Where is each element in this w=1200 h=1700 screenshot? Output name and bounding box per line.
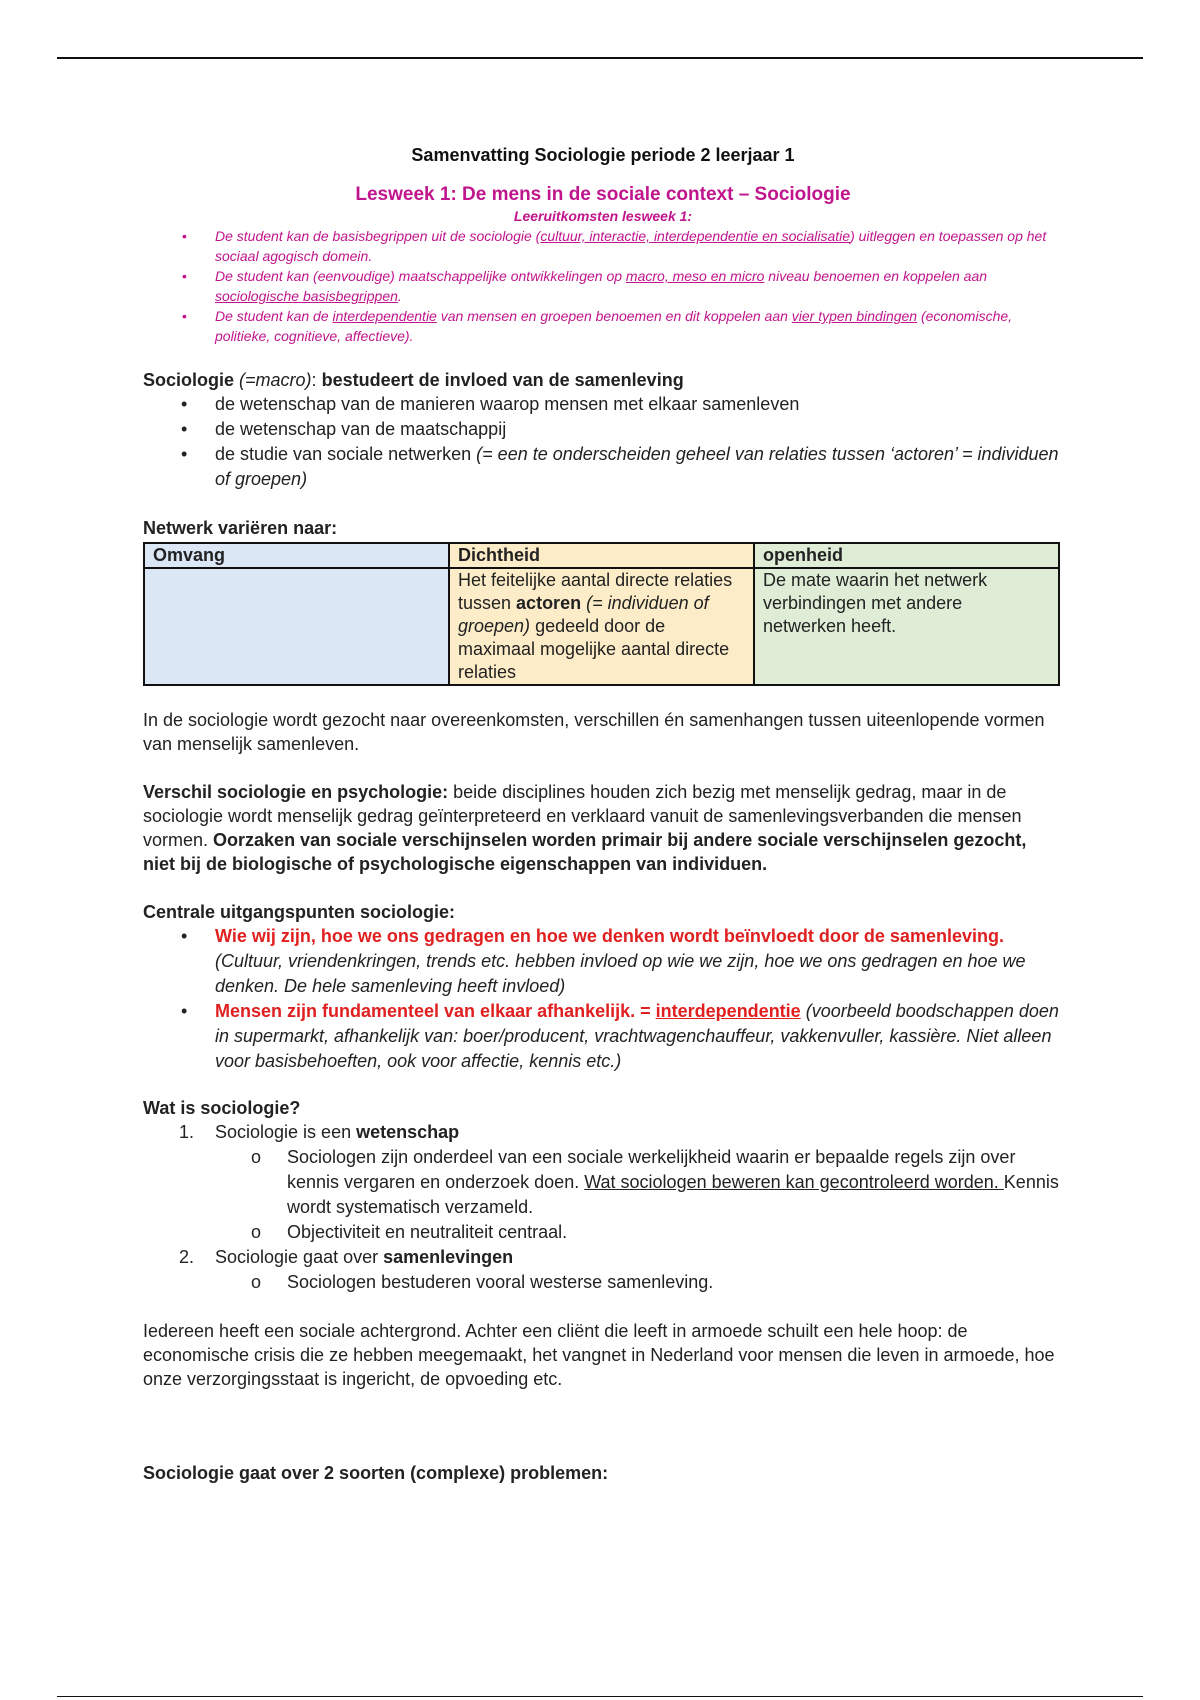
table-row [144,568,1059,685]
numbered-item: 2. Sociologie gaat over samenlevingen o Sociologen bestuderen vooral westerse samenleving. [143,1245,1063,1295]
outcome-item: • De student kan de basisbegrippen uit de sociologie (cultuur, interactie, interdependentie en socialisatie) uitleggen en toepassen op het sociaal agogisch domein. [182,228,1047,264]
principle-item: • Wie wij zijn, hoe we ons gedragen en hoe we denken wordt beïnvloedt door de samenleving. (Cultuur, vriendenkringen, trends etc. hebben invloed op wie we zijn, hoe we ons gedragen en hoe we denken. De hele samenleving heeft invloed) [181,926,1026,996]
network-heading: Netwerk variëren naar: [143,518,338,538]
paragraph-similarities: In de sociologie wordt gezocht naar overeenkomsten, verschillen én samenhangen tussen uiteenlopende vormen van menselijk samenleven. [143,710,1045,754]
sub-item: o Sociologen bestuderen vooral westerse samenleving. [251,1272,714,1292]
header-dichtheid: Dichtheid [449,543,754,568]
header-openheid: openheid [754,543,1059,568]
list-item: • de wetenschap van de manieren waarop mensen met elkaar samenleven [181,394,800,414]
what-heading: Wat is sociologie? [143,1098,301,1118]
principles-heading: Centrale uitgangspunten sociologie: [143,902,456,922]
bullet: • [182,228,187,244]
list-item: • de wetenschap van de maatschappij [181,419,507,439]
cell-omvang [144,568,449,685]
sub-list [215,1145,1063,1245]
sociology-definition-list [143,392,1063,492]
week-title: Lesweek 1: De mens in de sociale context – Sociologie [355,184,851,205]
principles-list [143,924,1063,1074]
sub-list [215,1270,1063,1295]
sociology-definition: Sociologie (=macro): bestudeert de invloed van de samenleving [143,370,684,390]
bottom-rule [57,1696,1143,1697]
document-title: Samenvatting Sociologie periode 2 leerjaar 1 [411,145,795,165]
network-table [143,542,1060,686]
sub-item: o Objectiviteit en neutraliteit centraal. [251,1222,568,1242]
principle-item: • Mensen zijn fundamenteel van elkaar afhankelijk. = interdependentie (voorbeeld boodschappen doen in supermarkt, afhankelijk van: boer/producent, vrachtwagenchauffeur, vakkenvuller, kassière. Niet alleen voor basisbehoeften, ook voor affectie, kennis etc.) [181,1001,1059,1071]
what-list [143,1120,1063,1295]
cell-dichtheid: Het feitelijke aantal directe relaties tussen actoren (= individuen of groepen) gedeeld door de maximaal mogelijke aantal directe relaties [449,568,754,685]
bullet: • [182,268,187,284]
table-header-row [144,543,1059,568]
list-item: • de studie van sociale netwerken (= een te onderscheiden geheel van relaties tussen ‘actoren’ = individuen of groepen) [181,444,1059,489]
outcome-item: • De student kan de interdependentie van mensen en groepen benoemen en dit koppelen aan vier typen bindingen (economische, politieke, cognitieve, affectieve). [182,308,1013,344]
outcomes-heading: Leeruitkomsten lesweek 1: [513,208,693,224]
sub-item: o Sociologen zijn onderdeel van een sociale werkelijkheid waarin er bepaalde regels zijn over kennis vergaren en onderzoek doen. Wat sociologen beweren kan gecontroleerd worden. Kennis wordt systematisch verzameld. [251,1147,1059,1217]
paragraph-background: Iedereen heeft een sociale achtergrond. Achter een cliënt die leeft in armoede schuilt een hele hoop: de economische crisis die ze hebben meegemaakt, het vangnet in Nederland voor mensen die leven in armoede, hoe onze verzorgingsstaat is ingericht, de opvoeding etc. [143,1321,1055,1389]
cell-openheid: De mate waarin het netwerk verbindingen met andere netwerken heeft. [754,568,1059,685]
top-rule [57,57,1143,59]
paragraph-psychology: Verschil sociologie en psychologie: beide disciplines houden zich bezig met menselijk gedrag, maar in de sociologie wordt menselijk gedrag geïnterpreteerd en verklaard vanuit de samenlevingsverbanden die mensen vormen. Oorzaken van sociale verschijnselen worden primair bij andere sociale verschijnselen gezocht, niet bij de biologische of psychologische eigenschappen van individuen. [143,782,1027,874]
document-body [143,140,1063,1485]
problems-heading: Sociologie gaat over 2 soorten (complexe) problemen: [143,1463,609,1483]
outcome-item: • De student kan (eenvoudige) maatschappelijke ontwikkelingen op macro, meso en micro niveau benoemen en koppelen aan sociologische basisbegrippen. [182,268,988,304]
header-omvang: Omvang [144,543,449,568]
bullet: • [182,308,187,324]
numbered-item: 1. Sociologie is een wetenschap o Sociologen zijn onderdeel van een sociale werkelijkheid waarin er bepaalde regels zijn over kennis vergaren en onderzoek doen. Wat sociologen beweren kan gecontroleerd worden. Kennis wordt systematisch verzameld. o Objectiviteit en neutraliteit centraal. [143,1120,1063,1245]
outcomes-list [143,226,1063,346]
